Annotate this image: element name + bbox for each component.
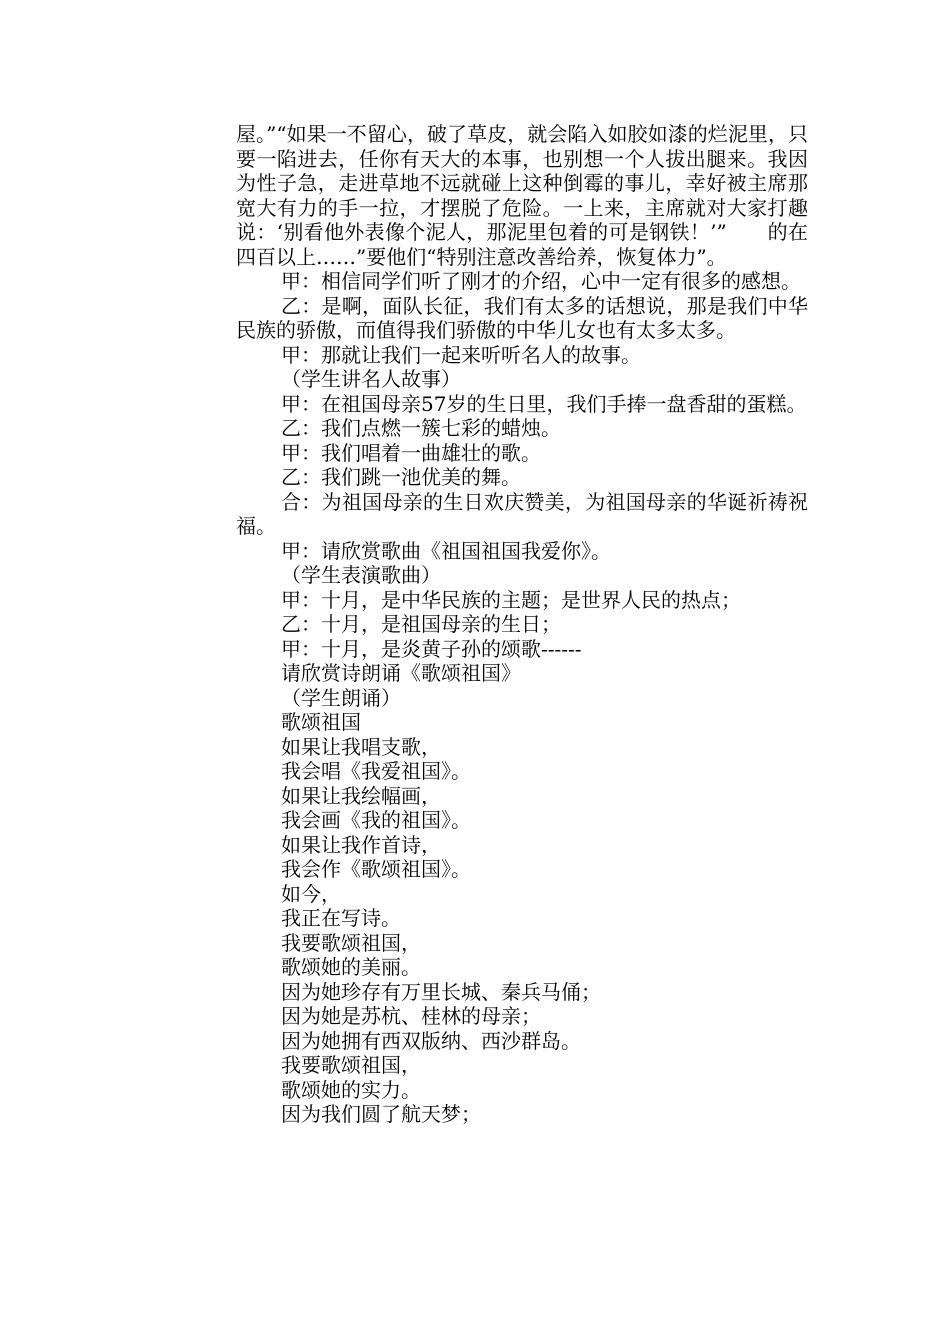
document-page [236, 122, 808, 1127]
poem-line: 我要歌颂祖国， [281, 1053, 421, 1077]
poem-line: 我会画《我的祖国》。 [281, 808, 471, 832]
poem-line: 因为她拥有西双版纳、西沙群岛。 [281, 1028, 581, 1053]
poem-line: 如果让我唱支歌， [281, 734, 441, 759]
paragraph: 乙：我们点燃一簇七彩的蜡烛。 [281, 416, 561, 440]
paragraph: 甲：十月，是中华民族的主题；是世界人民的热点； [281, 587, 741, 612]
paragraph: 甲：在祖国母亲57岁的生日里，我们手捧一盘香甜的蛋糕。 [281, 391, 807, 416]
paragraph: 乙：是啊，面队长征，我们有太多的话想说，那是我们中华民族的骄傲，而值得我们骄傲的中华儿女也有太多太多。 [236, 293, 808, 342]
paragraph: 屋。”“如果一不留心，破了草皮，就会陷入如胶如漆的烂泥里，只要一陷进去，任你有天大的本事，也别想一个人拔出腿来。我因为性子急，走进草地不远就碰上这种倒霉的事儿，幸好被主席那宽大有力的手一拉，才摆脱了危险。一上来，主席就对大家打趣说：‘别看他外表像个泥人，那泥里包着的可是钢铁！’” 的在四百以上……”要他们“特别注意改善给养，恢复体力”。 [236, 122, 808, 269]
paragraph: 甲：相信同学们听了刚才的介绍，心中一定有很多的感想。 [281, 269, 801, 293]
poem-line: 我正在写诗。 [281, 906, 401, 930]
poem-line: 因为她是苏杭、桂林的母亲； [281, 1004, 541, 1028]
poem-line: 如果让我作首诗， [281, 832, 441, 857]
poem-line: 我会唱《我爱祖国》。 [281, 759, 471, 783]
paragraph: 甲：十月，是炎黄子孙的颂歌------ [281, 636, 582, 661]
paragraph: 合：为祖国母亲的生日欢庆赞美，为祖国母亲的华诞祈祷祝福。 [236, 489, 808, 538]
paragraph: 甲：那就让我们一起来听听名人的故事。 [281, 342, 641, 367]
paragraph: （学生表演歌曲） [281, 563, 441, 587]
paragraph: （学生讲名人故事） [281, 367, 461, 391]
paragraph: 请欣赏诗朗诵《歌颂祖国》 [281, 661, 521, 685]
poem-line: 歌颂她的实力。 [281, 1077, 421, 1102]
poem-line: 歌颂她的美丽。 [281, 955, 421, 979]
poem-line: 我要歌颂祖国， [281, 930, 421, 955]
paragraph: 乙：十月，是祖国母亲的生日； [281, 612, 561, 636]
poem-line: 因为她珍存有万里长城、秦兵马俑； [281, 979, 601, 1004]
poem-line: 我会作《歌颂祖国》。 [281, 857, 471, 881]
poem-line: 如今， [281, 881, 341, 906]
poem-line: 因为我们圆了航天梦； [281, 1102, 481, 1126]
paragraph: 乙：我们跳一池优美的舞。 [281, 465, 521, 489]
poem-title: 歌颂祖国 [281, 710, 361, 734]
paragraph: 甲：请欣赏歌曲《祖国祖国我爱你》。 [281, 538, 611, 563]
paragraph: 甲：我们唱着一曲雄壮的歌。 [281, 440, 541, 465]
paragraph: （学生朗诵） [281, 685, 401, 710]
poem-line: 如果让我绘幅画， [281, 783, 441, 808]
